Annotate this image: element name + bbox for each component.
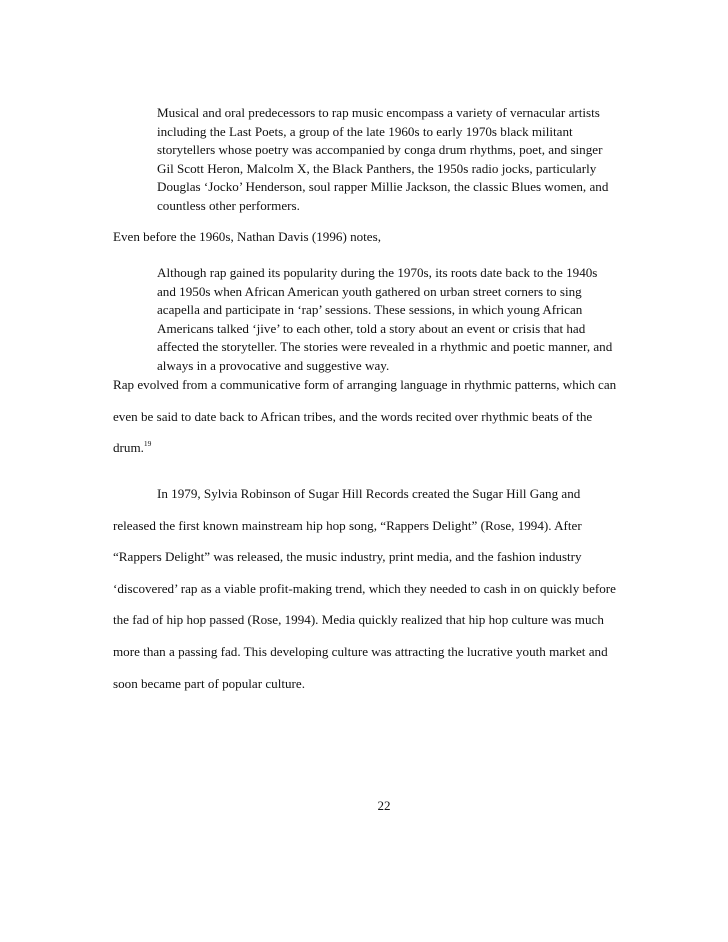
quote-lead-in: Even before the 1960s, Nathan Davis (1996) notes, xyxy=(113,229,381,244)
paragraph-sugar-hill: In 1979, Sylvia Robinson of Sugar Hill Records created the Sugar Hill Gang and released the first known mainstream hip hop song, “Rappers Delight” (Rose, 1994). After “Rappers Delight” was released, the music industry, print media, and the fashion industry ‘discovered’ rap as a viable profit-making trend, which they needed to cash in on quickly before the fad of hip hop passed (Rose, 1994). Media quickly realized that hip hop culture was much more than a passing fad. This developing culture was attracting the lucrative youth market and soon became part of popular culture. xyxy=(113,486,616,691)
footnote-reference[interactable]: 19 xyxy=(143,439,152,449)
paragraph-rap-evolution-text: Rap evolved from a communicative form of arranging language in rhythmic patterns, which can even be said to date back to African tribes, and the words recited over rhythmic beats of the drum. xyxy=(113,377,617,456)
page-number: 22 xyxy=(377,798,391,813)
paragraph-rap-evolution xyxy=(113,369,618,464)
block-quote-davis: Although rap gained its popularity during the 1970s, its roots date back to the 1940s and 1950s when African American youth gathered on urban street corners to sing acapella and participate in ‘rap’ sessions. These sessions, in which young African Americans talked ‘jive’ to each other, told a story about an event or crisis that had affected the storyteller. The stories were revealed in a rhythmic and poetic manner, and always in a provocative and suggestive way. xyxy=(157,265,613,373)
block-quote-predecessors: Musical and oral predecessors to rap music encompass a variety of vernacular artists including the Last Poets, a group of the late 1960s to early 1970s black militant storytellers whose poetry was accompanied by conga drum rhythms, poet, and singer Gil Scott Heron, Malcolm X, the Black Panthers, the 1950s radio jocks, particularly Douglas ‘Jocko’ Henderson, soul rapper Millie Jackson, the classic Blues women, and countless other performers. xyxy=(157,105,609,213)
